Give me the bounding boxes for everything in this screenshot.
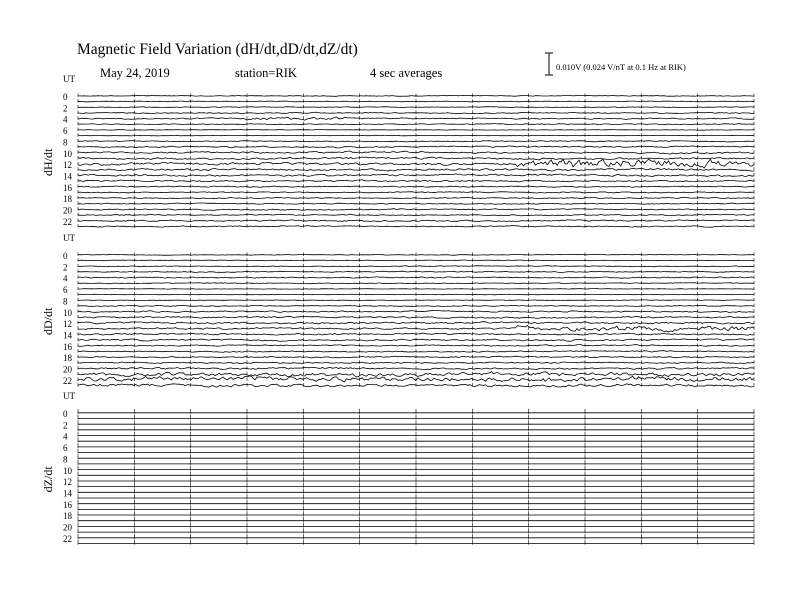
hour-tick-label: 10 [63, 465, 72, 476]
ut-label: UT [63, 233, 75, 243]
hour-tick-label: 4 [63, 114, 68, 125]
hour-tick-label: 6 [63, 285, 68, 296]
minute-ticks [78, 437, 754, 442]
hour-tick-label: 4 [63, 431, 68, 442]
minute-ticks [78, 472, 754, 477]
minute-ticks [78, 528, 754, 533]
ut-label: UT [63, 391, 75, 401]
panel-dz-dt [41, 391, 754, 545]
hour-tick-label: 16 [63, 499, 72, 510]
hour-tick-label: 12 [63, 477, 72, 488]
series-trace [78, 260, 754, 261]
minute-ticks [78, 483, 754, 488]
hour-tick-label: 8 [63, 137, 68, 148]
y-axis-label: dD/dt [41, 307, 55, 335]
averaging-label: 4 sec averages [370, 66, 443, 80]
hour-tick-label: 20 [63, 364, 72, 375]
minute-ticks [78, 477, 754, 482]
hour-tick-label: 12 [63, 319, 72, 330]
hour-tick-label: 0 [63, 409, 68, 419]
minute-ticks [78, 409, 754, 414]
minute-ticks [78, 432, 754, 437]
hour-tick-label: 0 [63, 251, 68, 261]
y-axis-label: dZ/dt [41, 466, 55, 493]
hour-tick-label: 22 [63, 216, 72, 227]
hour-tick-label: 12 [63, 160, 72, 171]
minute-ticks [78, 449, 754, 454]
ut-label: UT [63, 74, 75, 84]
hour-tick-label: 6 [63, 126, 68, 137]
minute-ticks [78, 426, 754, 431]
hour-tick-label: 18 [63, 353, 72, 364]
hour-tick-label: 10 [63, 148, 72, 159]
minute-ticks [78, 517, 754, 522]
hour-tick-label: 20 [63, 522, 72, 533]
minute-ticks [78, 415, 754, 420]
panel-dd-dt [41, 233, 754, 387]
hour-tick-label: 0 [63, 92, 68, 102]
minute-ticks [78, 494, 754, 499]
hour-tick-label: 8 [63, 454, 68, 465]
scale-bar-label: 0.010V (0.024 V/nT at 0.1 Hz at RIK) [556, 62, 686, 72]
series-trace [78, 159, 754, 168]
series-trace [78, 294, 754, 295]
minute-ticks [78, 94, 754, 98]
minute-ticks [78, 173, 754, 177]
hour-tick-label: 22 [63, 375, 72, 386]
hour-tick-label: 14 [63, 330, 72, 341]
minute-ticks [78, 443, 754, 448]
minute-ticks [78, 454, 754, 459]
series-trace [78, 95, 754, 96]
minute-ticks [78, 167, 754, 171]
minute-ticks [78, 258, 754, 262]
series-trace [78, 289, 754, 290]
series-trace [78, 101, 754, 102]
minute-ticks [78, 253, 754, 257]
minute-ticks [78, 500, 754, 505]
chart-title: Magnetic Field Variation (dH/dt,dD/dt,dZ/dt) [77, 41, 358, 58]
minute-ticks [78, 511, 754, 516]
hour-tick-label: 18 [63, 194, 72, 205]
hour-tick-label: 22 [63, 533, 72, 544]
hour-tick-label: 16 [63, 182, 72, 193]
minute-ticks [78, 116, 754, 120]
minute-ticks [78, 332, 754, 336]
series-trace [78, 130, 754, 131]
station-label: station=RIK [235, 66, 297, 80]
hour-tick-label: 10 [63, 307, 72, 318]
minute-ticks [78, 105, 754, 109]
hour-tick-label: 6 [63, 443, 68, 454]
series-trace [78, 135, 754, 136]
hour-tick-label: 8 [63, 296, 68, 307]
minute-ticks [78, 287, 754, 291]
panel-dh-dt [41, 74, 754, 228]
hour-tick-label: 2 [63, 262, 68, 273]
hour-tick-label: 14 [63, 171, 72, 182]
minute-ticks [78, 523, 754, 528]
minute-ticks [78, 534, 754, 539]
hour-tick-label: 4 [63, 273, 68, 284]
y-axis-label: dH/dt [41, 148, 55, 176]
date-label: May 24, 2019 [100, 66, 170, 80]
minute-ticks [78, 466, 754, 471]
hour-tick-label: 18 [63, 511, 72, 522]
hour-tick-label: 14 [63, 488, 72, 499]
hour-tick-label: 16 [63, 341, 72, 352]
scale-bar [545, 53, 686, 75]
minute-ticks [78, 420, 754, 425]
minute-ticks [78, 540, 754, 545]
hour-tick-label: 2 [63, 420, 68, 431]
minute-ticks [78, 133, 754, 137]
minute-ticks [78, 460, 754, 465]
minute-ticks [78, 506, 754, 511]
hour-tick-label: 20 [63, 205, 72, 216]
minute-ticks [78, 489, 754, 494]
minute-ticks [78, 355, 754, 359]
hour-tick-label: 2 [63, 103, 68, 114]
